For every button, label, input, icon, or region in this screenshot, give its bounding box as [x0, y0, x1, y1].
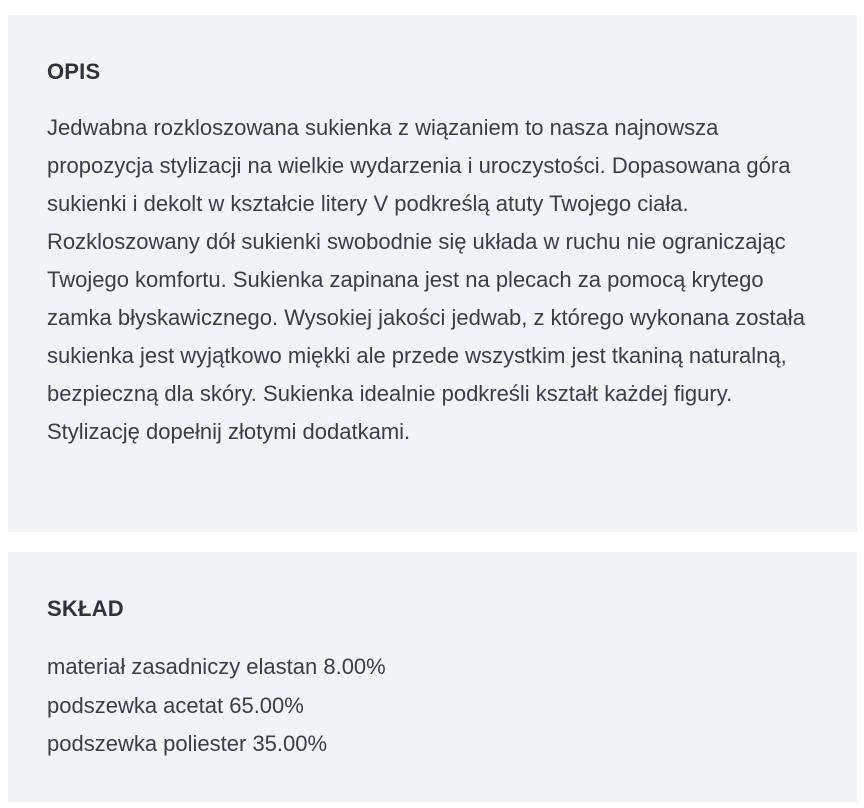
description-text: Jedwabna rozkloszowana sukienka z wiązaniem to nasza najnowsza propozycja stylizacji na wielkie wydarzenia i uroczystości. Dopasowana góra sukienki i dekolt w kształcie litery V podkreślą atuty Twojego ciała. Rozkloszowany dół sukienki swobodnie się układa w ruchu nie ograniczając Twojego komfortu. Sukienka zapinana jest na plecach za pomocą krytego zamka błyskawicznego. Wysokiej jakości jedwab, z którego wykonana została sukienka jest wyjątkowo miękki ale przede wszystkim jest tkaniną naturalną, bezpieczną dla skóry. Sukienka idealnie podkreśli kształt każdej figury. Stylizację dopełnij złotymi dodatkami.	[47, 115, 805, 444]
composition-item: podszewka poliester 35.00%	[47, 731, 328, 756]
composition-item: materiał zasadniczy elastan 8.00%	[47, 654, 386, 679]
composition-panel	[8, 552, 857, 802]
description-panel	[8, 15, 857, 532]
description-title: OPIS	[47, 59, 101, 84]
composition-title: SKŁAD	[47, 596, 124, 621]
composition-item: podszewka acetat 65.00%	[47, 692, 304, 718]
composition-list	[47, 648, 827, 764]
